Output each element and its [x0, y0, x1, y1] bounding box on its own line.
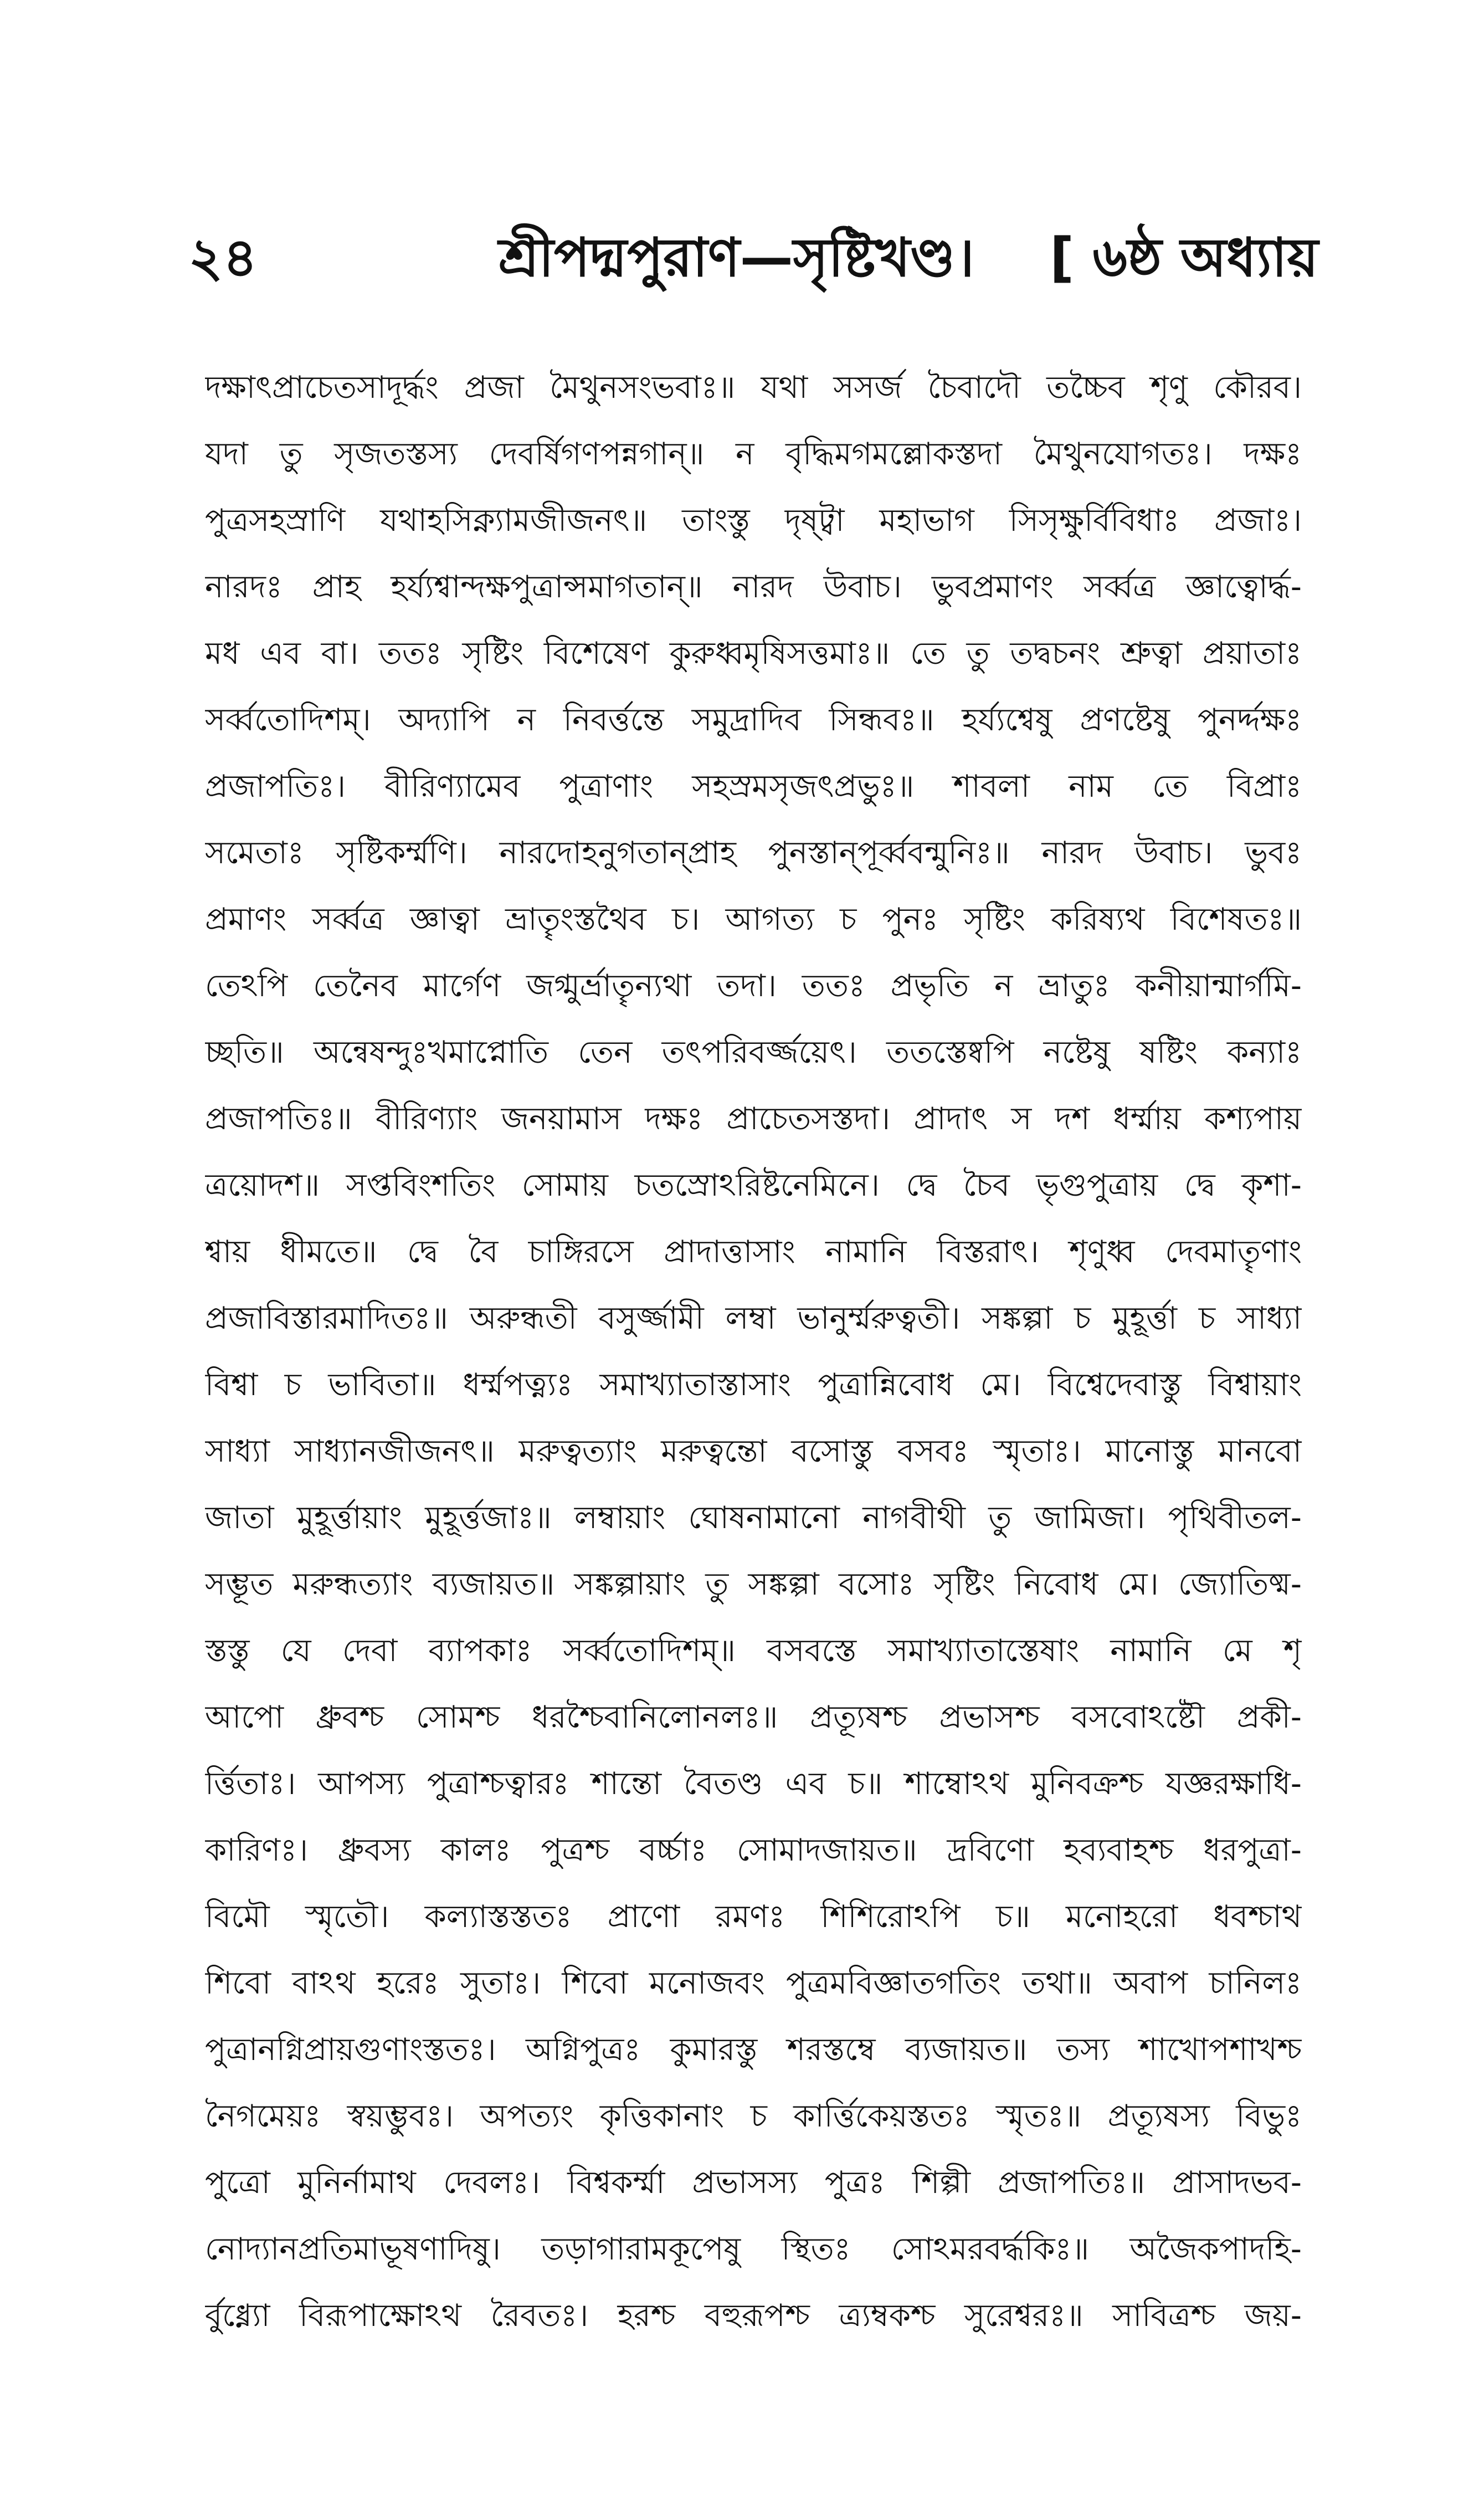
text-line: নারদঃ প্রাহ হর্য্যশ্বান্দক্ষপুত্রান্সমাগতান্॥ নারদ উবাচ। ভুবপ্রমাণং সর্ব্বত্র জ্ঞাত্বোর্দ্ধ- [205, 569, 1302, 605]
text-line: প্রজাপতিঃ। বীরিণ্যামেব পুত্রাণাং সহস্রমসৃজৎপ্রভুঃ॥ শাবলা নাম তে বিপ্রাঃ [205, 768, 1302, 804]
chapter-label: [ ৬ষ্ঠ অধ্যায় [1050, 227, 1318, 289]
text-line: প্রজাবিস্তারমাদিতঃ॥ অরুন্ধতী বসুর্জ্জামী লম্বা ভানুর্ম্মরুত্বতী। সঙ্কল্পা চ মুহূর্ত্তা চ সাধ্যা [205, 1300, 1302, 1336]
running-title: শ্রীপদ্মপুরাণ—সৃষ্টিখণ্ড। [499, 227, 975, 289]
text-line: স্তস্তু যে দেবা ব্যাপকাঃ সর্ব্বতোদিশম্॥ বসবস্তে সমাখ্যাতাস্তেষাং নামানি মে শৃ [205, 1633, 1302, 1669]
page-number: ২৪ [188, 227, 258, 289]
text-line: ত্রয়োদশ॥ সপ্তবিংশতিং সোমায় চতস্রোঽরিষ্টনেমিনে। দ্বে চৈব ভৃগুপুত্রায় দ্বে কৃশা- [205, 1167, 1302, 1203]
text-line: প্রমাণং সর্ব্বত্র জ্ঞাত্বা ভ্রাতৄংস্তথৈব চ। আগত্য চ পুনঃ সৃষ্টিং করিষ্যথ বিশেষতঃ॥ [205, 901, 1302, 937]
text-line: দক্ষাৎপ্রাচেতসাদূর্দ্ধং প্রজা মৈথুনসংভবাঃ॥ যথা সসর্জ চৈবাদৌ তচ্চৈব শৃণু কৌরব। [205, 370, 1302, 406]
text-line: সম্ভূত মরুন্ধত্যাং ব্যজায়ত॥ সঙ্কল্পায়াং তু সঙ্কল্পা বসোঃ সৃষ্টিং নিবোধ মে। জ্যোতিষ্ম- [205, 1566, 1302, 1602]
text-line: সমেতাঃ সৃষ্টিকর্ম্মণি। নারদোহনুগতান্প্রাহ পুনস্তান্পূর্ব্ববন্মুনিঃ॥ নারদ উবাচ। ভুবঃ [205, 835, 1302, 871]
text-line: পুত্রো মুনির্নামাথ দেবলঃ। বিশ্বকর্ম্মা প্রভাসস্য পুত্রঃ শিল্পী প্রজাপতিঃ॥ প্রাসাদভব- [205, 2165, 1302, 2201]
text-line: বিশ্বা চ ভাবিতা॥ ধর্ম্মপত্ন্যঃ সমাখ্যাতাস্তাসাং পুত্রান্নিবোধ মে। বিশ্বেদেবাস্তু বিশ্বায়াং [205, 1367, 1302, 1403]
text-line: তেঽপি তেনৈব মার্গেণ জগ্মুর্ভ্রাতৄন্যথা তদা। ততঃ প্রভৃতি ন ভ্রাতুঃ কনীয়ান্মার্গমি- [205, 968, 1302, 1004]
text-line: পুত্রানগ্নিপ্রায়গুণাংস্ততঃ। অগ্নিপুত্রঃ কুমারস্তু শরস্তম্বে ব্যজায়ত॥ তস্য শাখোপশাখশ্চ [205, 2032, 1302, 2068]
text-line: যদা তু সৃজতস্তস্য দেবর্ষিগণপন্নগান্॥ ন বৃদ্ধিমগমল্লোকস্তদা মৈথুনযোগতঃ। দক্ষঃ [205, 436, 1302, 472]
text-line: মধ এব বা। ততঃ সৃষ্টিং বিশেষেণ কুরুধ্বমৃষিসত্তমাঃ॥ তে তু তদ্বচনং শ্রুত্বা প্রয়াতাঃ [205, 636, 1302, 672]
text-line: নৈগমেয়ঃ স্বয়ম্ভুবঃ। অপত্যং কৃত্তিকানাং চ কার্ত্তিকেয়স্ততঃ স্মৃতঃ॥ প্রত্যূষস্য বিভুঃ [205, 2098, 1302, 2134]
text-line: পুত্রসহস্রাণি যথাহসিক্ন্যামজীজনৎ॥ তাংস্তু দৃষ্ট্বা মহাভাগ সিসৃক্ষুর্বিবিধাঃ প্রজাঃ। [205, 503, 1302, 539]
text-line: নোদ্যানপ্রতিমাভূষণাদিষু। তড়াগারামকূপেষু স্থিতঃ সোঽমরবর্দ্ধকিঃ॥ অজৈকপাদহি- [205, 2231, 1302, 2267]
text-line: চ্ছতি॥ অন্বেষন্দুঃখমাপ্নোতি তেন তৎপরিবর্জ্জয়েৎ। ততস্তেষ্বপি নষ্টেষু ষষ্টিং কন্যাঃ [205, 1034, 1302, 1070]
text-line: প্রজাপতিঃ॥ বীরিণ্যাং জনয়ামাস দক্ষঃ প্রাচেতসস্তদা। প্রাদাৎ স দশ ধর্ম্মায় কশ্যপায় [205, 1101, 1302, 1137]
text-line: আপো ধ্রুবশ্চ সোমশ্চ ধরশ্চৈবানিলোনলঃ॥ প্রত্যূষশ্চ প্রভাসশ্চ বসবোঽষ্টৌ প্রকী- [205, 1699, 1302, 1735]
text-line: বিমৌ স্মৃতৌ। কল্যাস্তস্ততঃ প্রাণো রমণঃ শিশিরোঽপি চ॥ মনোহরো ধবশ্চাথ [205, 1899, 1302, 1935]
text-line: কারিণঃ। ধ্রুবস্য কালঃ পুত্রশ্চ বর্চ্চাঃ সোমাদজায়ত॥ দ্রবিণো হব্যবাহশ্চ ধরপুত্রা- [205, 1832, 1302, 1868]
text-line: শিবো বাঽথ হরেঃ সুতাঃ। শিবো মনোজবং পুত্রমবিজ্ঞাতগতিং তথা॥ অবাপ চানিলঃ [205, 1965, 1302, 2001]
text-line: র্ত্তিতাঃ। আপস্য পুত্রাশ্চত্বারঃ শান্তো বৈতণ্ড এব চ॥ শাম্বোঽথ মুনিবক্রশ্চ যজ্ঞরক্ষাধি- [205, 1766, 1302, 1802]
text-line: সাধ্যা সাধ্যানজীজনৎ॥ মরুত্বত্যাং মরুত্বন্তো বসোস্তু বসবঃ স্মৃতাঃ। মানোস্তু মানবো [205, 1433, 1302, 1469]
text-line: র্বুধ্ন্যো বিরূপাক্ষোঽথ রৈবতঃ। হরশ্চ বহুরূপশ্চ ত্র্যম্বকশ্চ সুরেশ্বরঃ॥ সাবিত্রশ্চ জয়- [205, 2298, 1302, 2334]
text-line: শ্বায় ধীমতে॥ দ্বে বৈ চাঙ্গিরসে প্রাদাত্তাসাং নামানি বিস্তরাৎ। শৃণুধ্ব দেবমাতৄণাং [205, 1234, 1302, 1270]
body-text [205, 355, 1302, 2349]
text-line: সর্ব্বতোদিশম্। অদ্যাপি ন নিবর্ত্তন্তে সমুদ্রাদিব সিন্ধবঃ॥ হর্য্যশ্বেষু প্রণষ্টেষু পুনর্দ্দক্ষঃ [205, 702, 1302, 738]
page-header [188, 219, 1318, 296]
text-line: জাতা মুহূর্ত্তায়াং মুহূর্ত্তজাঃ॥ লম্বায়াং ঘোষনামানো নাগবীথী তু জামিজা। পৃথিবীতল- [205, 1500, 1302, 1536]
